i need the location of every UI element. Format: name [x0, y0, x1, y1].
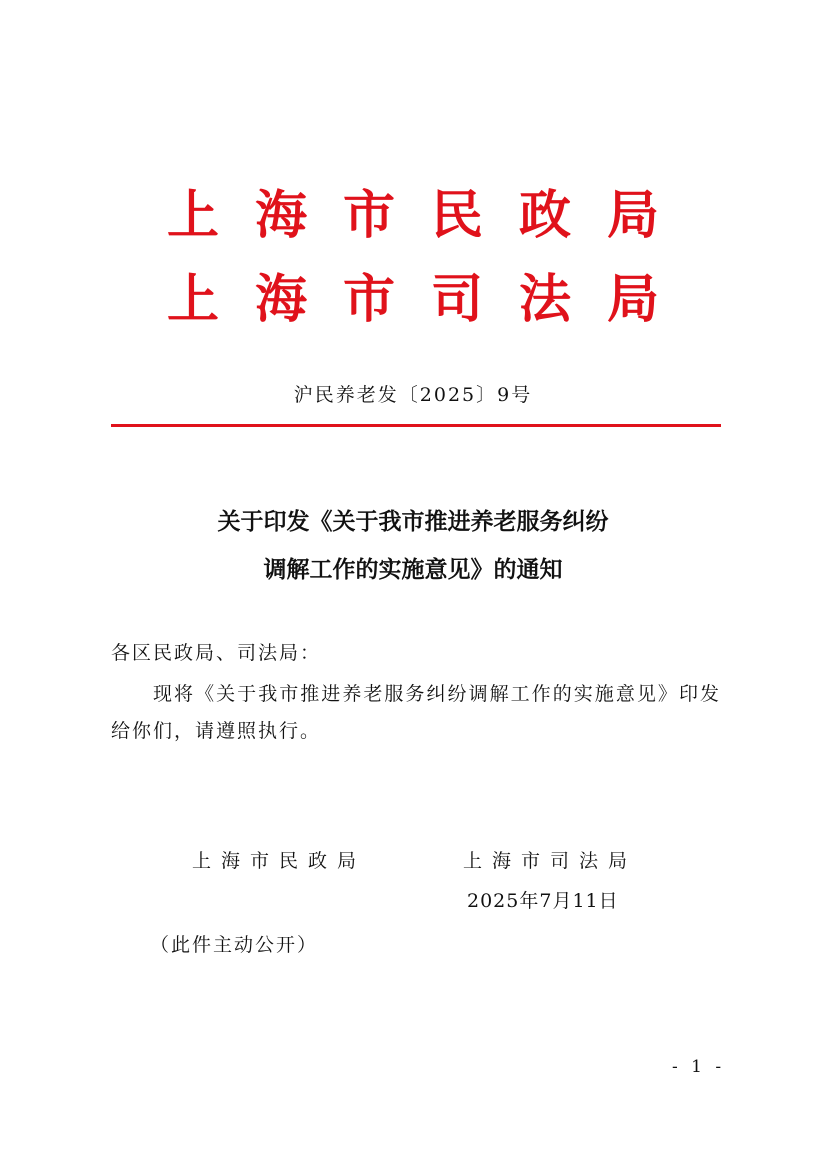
issue-date: 2025年7月11日 [467, 890, 619, 912]
signature-civil-affairs: 上海市民政局 [192, 850, 367, 872]
salutation: 各区民政局、司法局： [111, 642, 322, 664]
signature-justice: 上海市司法局 [463, 850, 638, 872]
issuer-heading-justice: 上海市司法局 [166, 270, 695, 330]
page-number: - 1 - [672, 1057, 726, 1077]
red-divider-line [111, 424, 721, 427]
body-paragraph: 现将《关于我市推进养老服务纠纷调解工作的实施意见》印发给你们，请遵照执行。 [111, 683, 721, 742]
document-title-line2: 调解工作的实施意见》的通知 [263, 557, 563, 583]
issuer-heading-civil-affairs: 上海市民政局 [166, 186, 695, 246]
document-title-line1: 关于印发《关于我市推进养老服务纠纷 [217, 509, 609, 535]
disclosure-note: （此件主动公开） [150, 934, 319, 956]
document-number: 沪民养老发〔2025〕9号 [293, 384, 533, 406]
